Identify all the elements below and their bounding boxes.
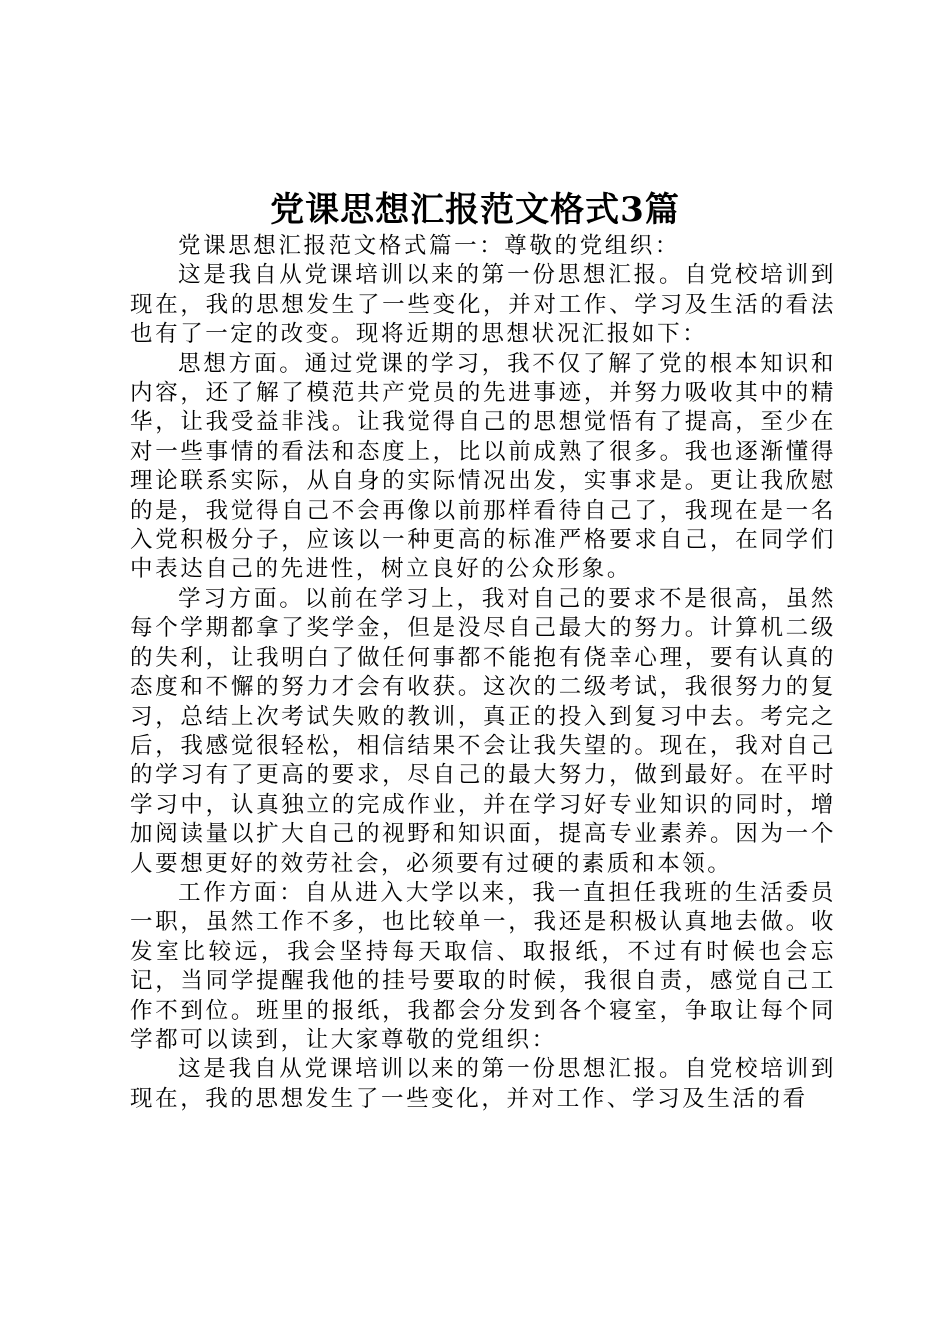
paragraph-salutation: 党课思想汇报范文格式篇一：尊敬的党组织：: [178, 233, 681, 259]
paragraph-work: 工作方面：自从进入大学以来，我一直担任我班的生活委员一职，虽然工作不多，也比较单一，我还是积极认真地去做。收发室比较远，我会坚持每天取信、取报纸，不过有时候也会忘记，当同学提醒我他的挂号要取的时候，我很自责，感觉自己工作不到位。班里的报纸，我都会分发到各个寝室，争取让每个同学都可以读到，让大家尊敬的党组织：: [130, 879, 836, 1053]
paragraph-intro: 这是我自从党课培训以来的第一份思想汇报。自党校培训到现在，我的思想发生了一些变化，并对工作、学习及生活的看法也有了一定的改变。现将近期的思想状况汇报如下：: [130, 262, 836, 348]
document-title: 党课思想汇报范文格式3篇: [270, 190, 680, 230]
document-body: [130, 232, 836, 1114]
paragraph-intro-repeat: 这是我自从党课培训以来的第一份思想汇报。自党校培训到现在，我的思想发生了一些变化，并对工作、学习及生活的看: [130, 1056, 836, 1112]
paragraph-thought: 思想方面。通过党课的学习，我不仅了解了党的根本知识和内容，还了解了模范共产党员的先进事迹，并努力吸收其中的精华，让我受益非浅。让我觉得自己的思想觉悟有了提高，至少在对一些事情的看法和态度上，比以前成熟了很多。我也逐渐懂得理论联系实际，从自身的实际情况出发，实事求是。更让我欣慰的是，我觉得自己不会再像以前那样看待自己了，我现在是一名入党积极分子，应该以一种更高的标准严格要求自己，在同学们中表达自己的先进性，树立良好的公众形象。: [130, 350, 836, 583]
paragraph-study: 学习方面。以前在学习上，我对自己的要求不是很高，虽然每个学期都拿了奖学金，但是没尽自己最大的努力。计算机二级的失利，让我明白了做任何事都不能抱有侥幸心理，要有认真的态度和不懈的努力才会有收获。这次的二级考试，我很努力的复习，总结上次考试失败的教训，真正的投入到复习中去。考完之后，我感觉很轻松，相信结果不会让我失望的。现在，我对自己的学习有了更高的要求，尽自己的最大努力，做到最好。在平时学习中，认真独立的完成作业，并在学习好专业知识的同时，增加阅读量以扩大自己的视野和知识面，提高专业素养。因为一个人要想更好的效劳社会，必须要有过硬的素质和本领。: [130, 585, 836, 877]
